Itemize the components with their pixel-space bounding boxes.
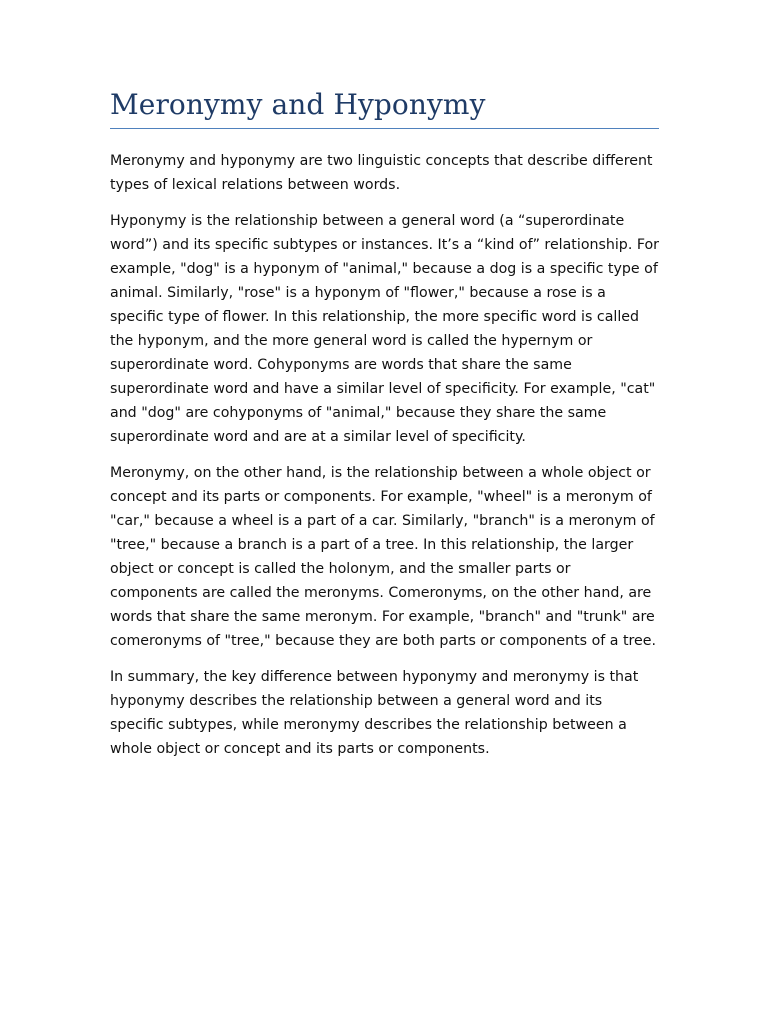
paragraph-meronymy: Meronymy, on the other hand, is the relationship between a whole object or concept and its parts or components. For example, "wheel" is a meronym of "car," because a wheel is a part of a car. Similarly, "branch" is a meronym of "tree," because a branch is a part of a tree. In this relationship, the larger object or concept is called the holonym, and the smaller parts or components are called the meronyms. Comeronyms, on the other hand, are words that share the same meronym. For example, "branch" and "trunk" are comeronyms of "tree," because they are both parts or components of a tree. bbox=[110, 465, 657, 649]
paragraph-intro: Meronymy and hyponymy are two linguistic concepts that describe different types of lexical relations between words. bbox=[110, 153, 653, 193]
paragraph-hyponymy: Hyponymy is the relationship between a general word (a “superordinate word”) and its specific subtypes or instances. It’s a “kind of” relationship. For example, "dog" is a hyponym of "animal," because a dog is a specific type of animal. Similarly, "rose" is a hyponym of "flower," because a rose is a specific type of flower. In this relationship, the more specific word is called the hyponym, and the more general word is called the hypernym or superordinate word. Cohyponyms are words that share the same superordinate word and have a similar level of specificity. For example, "cat" and "dog" are cohyponyms of "animal," because they share the same superordinate word and are at a similar level of specificity. bbox=[110, 213, 660, 445]
document-title: Meronymy and Hyponymy bbox=[110, 86, 659, 129]
paragraph-summary: In summary, the key difference between hyponymy and meronymy is that hyponymy describes the relationship between a general word and its specific subtypes, while meronymy describes the relationship between a whole object or concept and its parts or components. bbox=[110, 669, 639, 757]
document-body bbox=[110, 86, 659, 773]
